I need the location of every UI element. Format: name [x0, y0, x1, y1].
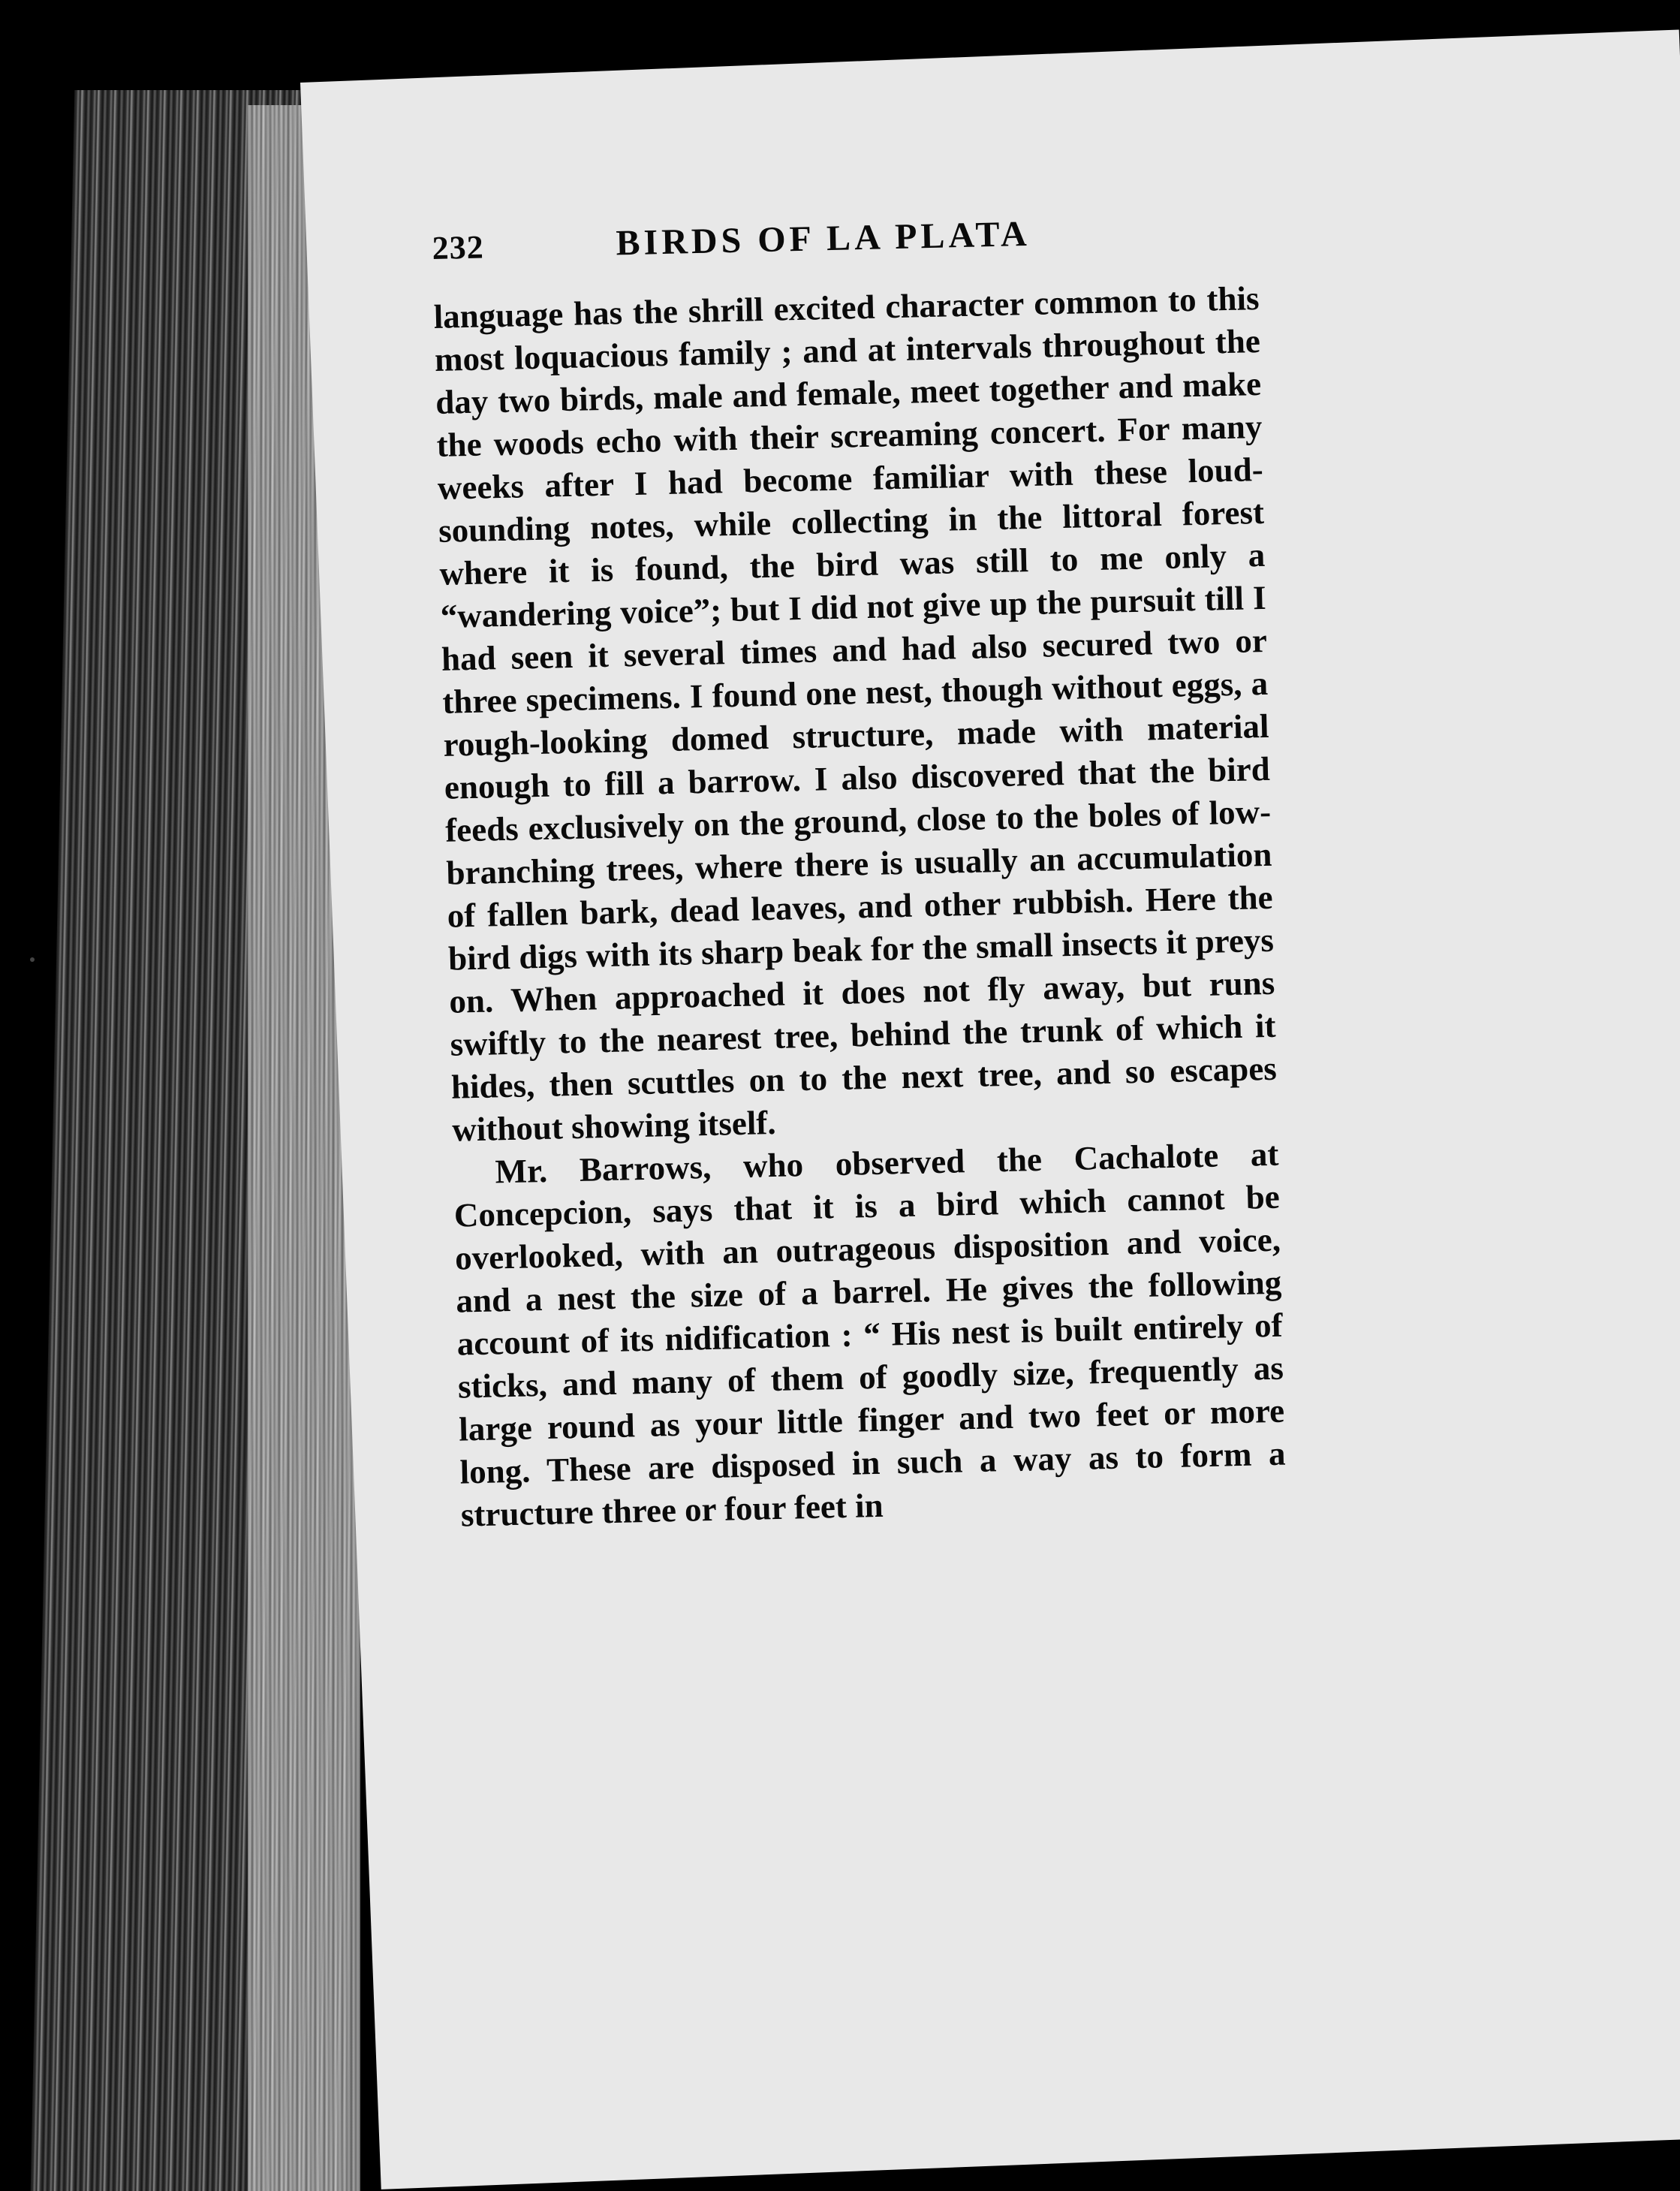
- body-text: [433, 277, 1287, 1537]
- paragraph-1: language has the shrill excited character common to this most loquacious family ; and at intervals throughout the day two birds, male and female, meet together and make the woods echo with their screaming concert. For many weeks after I had become familiar with these loud-sounding notes, while collecting in the littoral forest where it is found, the bird was still to me only a “wandering voice”; but I did not give up the pursuit till I had seen it several times and had also secured two or three specimens. I found one nest, though without eggs, a rough-looking domed structure, made with material enough to fill a barrow. I also discovered that the bird feeds exclusively on the ground, close to the boles of low-branching trees, where there is usually an accumulation of fallen bark, dead leaves, and other rubbish. Here the bird digs with its sharp beak for the small insects it preys on. When approached it does not fly away, but runs swiftly to the nearest tree, behind the trunk of which it hides, then scuttles on to the next tree, and so escapes without showing itself.: [433, 279, 1278, 1149]
- page-number: 232: [432, 228, 485, 267]
- paragraph-2: Mr. Barrows, who observed the Cachalote at Concepcion, says that it is a bird which cannot be overlooked, with an outrageous disposition and voice, and a nest the size of a barrel. He gives the following account of its nidification : “ His nest is built entirely of sticks, and many of them of goodly size, frequently as large round as your little finger and two feet or more long. These are disposed in such a way as to form a structure three or four feet in: [453, 1135, 1286, 1534]
- running-title: BIRDS OF LA PLATA: [615, 213, 1031, 264]
- page-content: [432, 208, 1287, 1537]
- dust-speck: [30, 957, 35, 962]
